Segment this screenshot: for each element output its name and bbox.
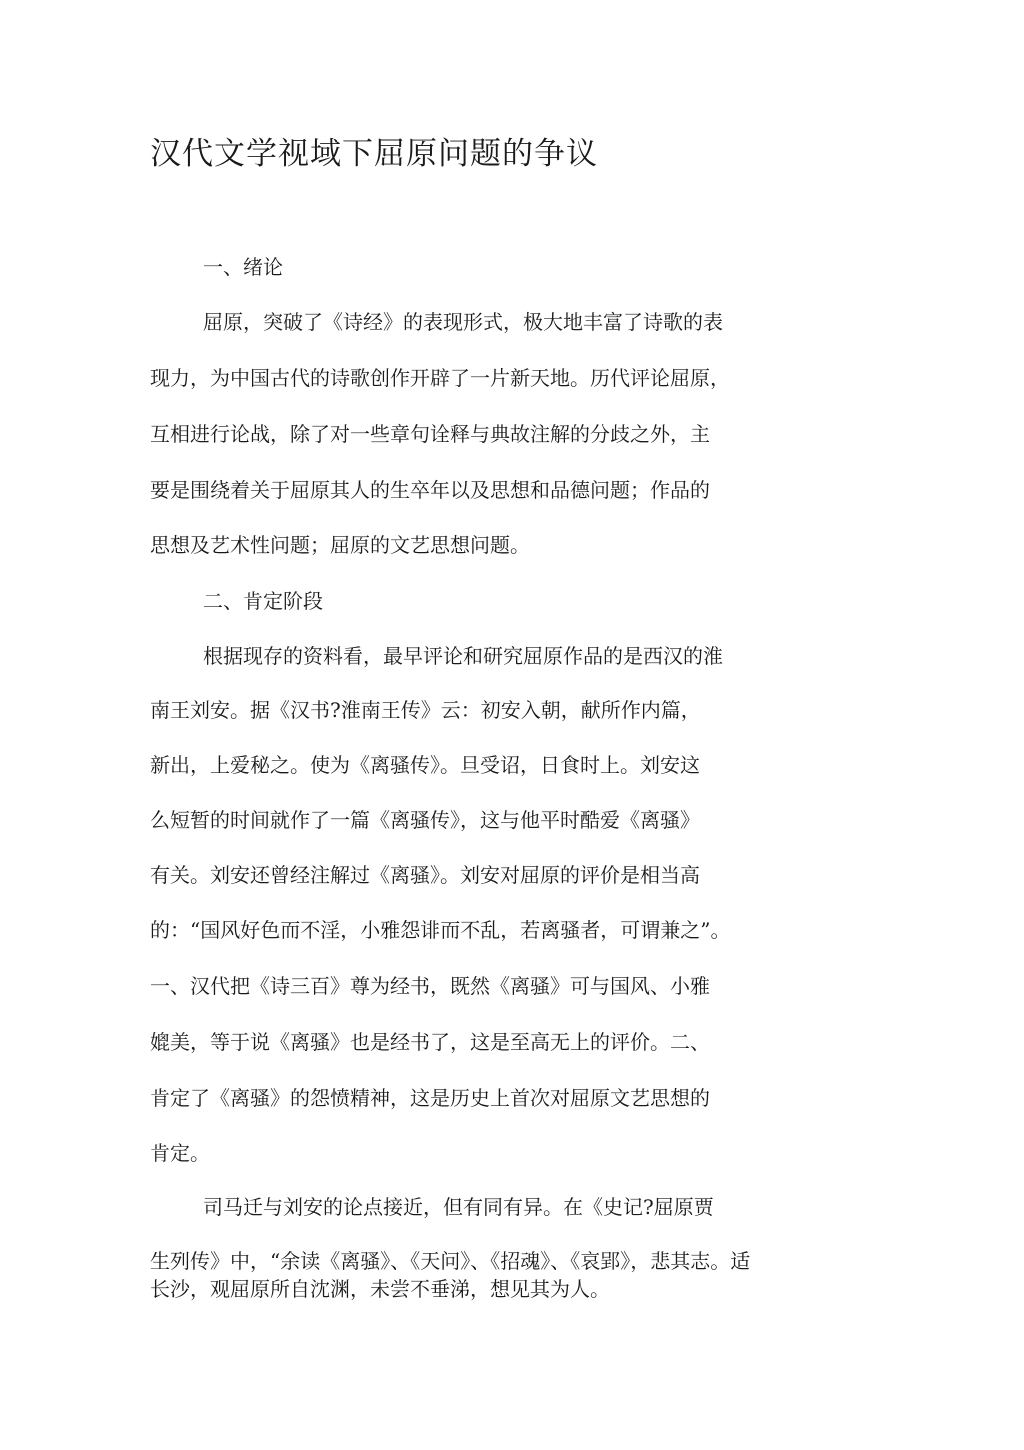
- paragraph-line: 互相进行论战，除了对一些章句诠释与典故注解的分歧之外，主: [150, 422, 710, 446]
- paragraph-line: 的：“国风好色而不淫，小雅怨诽而不乱，若离骚者，可谓兼之”。: [150, 918, 731, 942]
- paragraph-line: 要是围绕着关于屈原其人的生卒年以及思想和品德问题；作品的: [150, 478, 710, 502]
- paragraph-line: 司马迁与刘安的论点接近，但有同有异。在《史记?屈原贾: [203, 1195, 714, 1219]
- paragraph-line: 长沙，观屈原所自沈渊，未尝不垂涕，想见其为人。: [150, 1277, 610, 1301]
- paragraph-line: 新出，上爱秘之。使为《离骚传》。旦受诏，日食时上。刘安这: [150, 753, 700, 777]
- document-title: 汉代文学视域下屈原问题的争议: [150, 136, 598, 172]
- paragraph-line: 屈原，突破了《诗经》的表现形式，极大地丰富了诗歌的表: [203, 310, 723, 334]
- section-heading-introduction: 一、绪论: [203, 255, 283, 279]
- paragraph-line: 肯定了《离骚》的怨愤精神，这是历史上首次对屈原文艺思想的: [150, 1086, 710, 1110]
- paragraph-line: 生列传》中，“余读《离骚》、《天问》、《招魂》、《哀郢》，悲其志。适: [150, 1249, 751, 1273]
- paragraph-line: 思想及艺术性问题；屈原的文艺思想问题。: [150, 533, 530, 557]
- paragraph-line: 肯定。: [150, 1141, 210, 1165]
- paragraph-line: 媲美，等于说《离骚》也是经书了，这是至高无上的评价。二、: [150, 1030, 710, 1054]
- paragraph-line: 现力，为中国古代的诗歌创作开辟了一片新天地。历代评论屈原，: [150, 366, 730, 390]
- paragraph-line: 么短暂的时间就作了一篇《离骚传》，这与他平时酷爱《离骚》: [150, 808, 700, 832]
- section-heading-affirmation: 二、肯定阶段: [203, 589, 323, 613]
- paragraph-line: 南王刘安。据《汉书?淮南王传》云：初安入朝，献所作内篇，: [150, 698, 701, 722]
- paragraph-line: 有关。刘安还曾经注解过《离骚》。刘安对屈原的评价是相当高: [150, 863, 700, 887]
- paragraph-line: 一、汉代把《诗三百》尊为经书，既然《离骚》可与国风、小雅: [150, 974, 710, 998]
- paragraph-line: 根据现存的资料看，最早评论和研究屈原作品的是西汉的淮: [203, 644, 723, 668]
